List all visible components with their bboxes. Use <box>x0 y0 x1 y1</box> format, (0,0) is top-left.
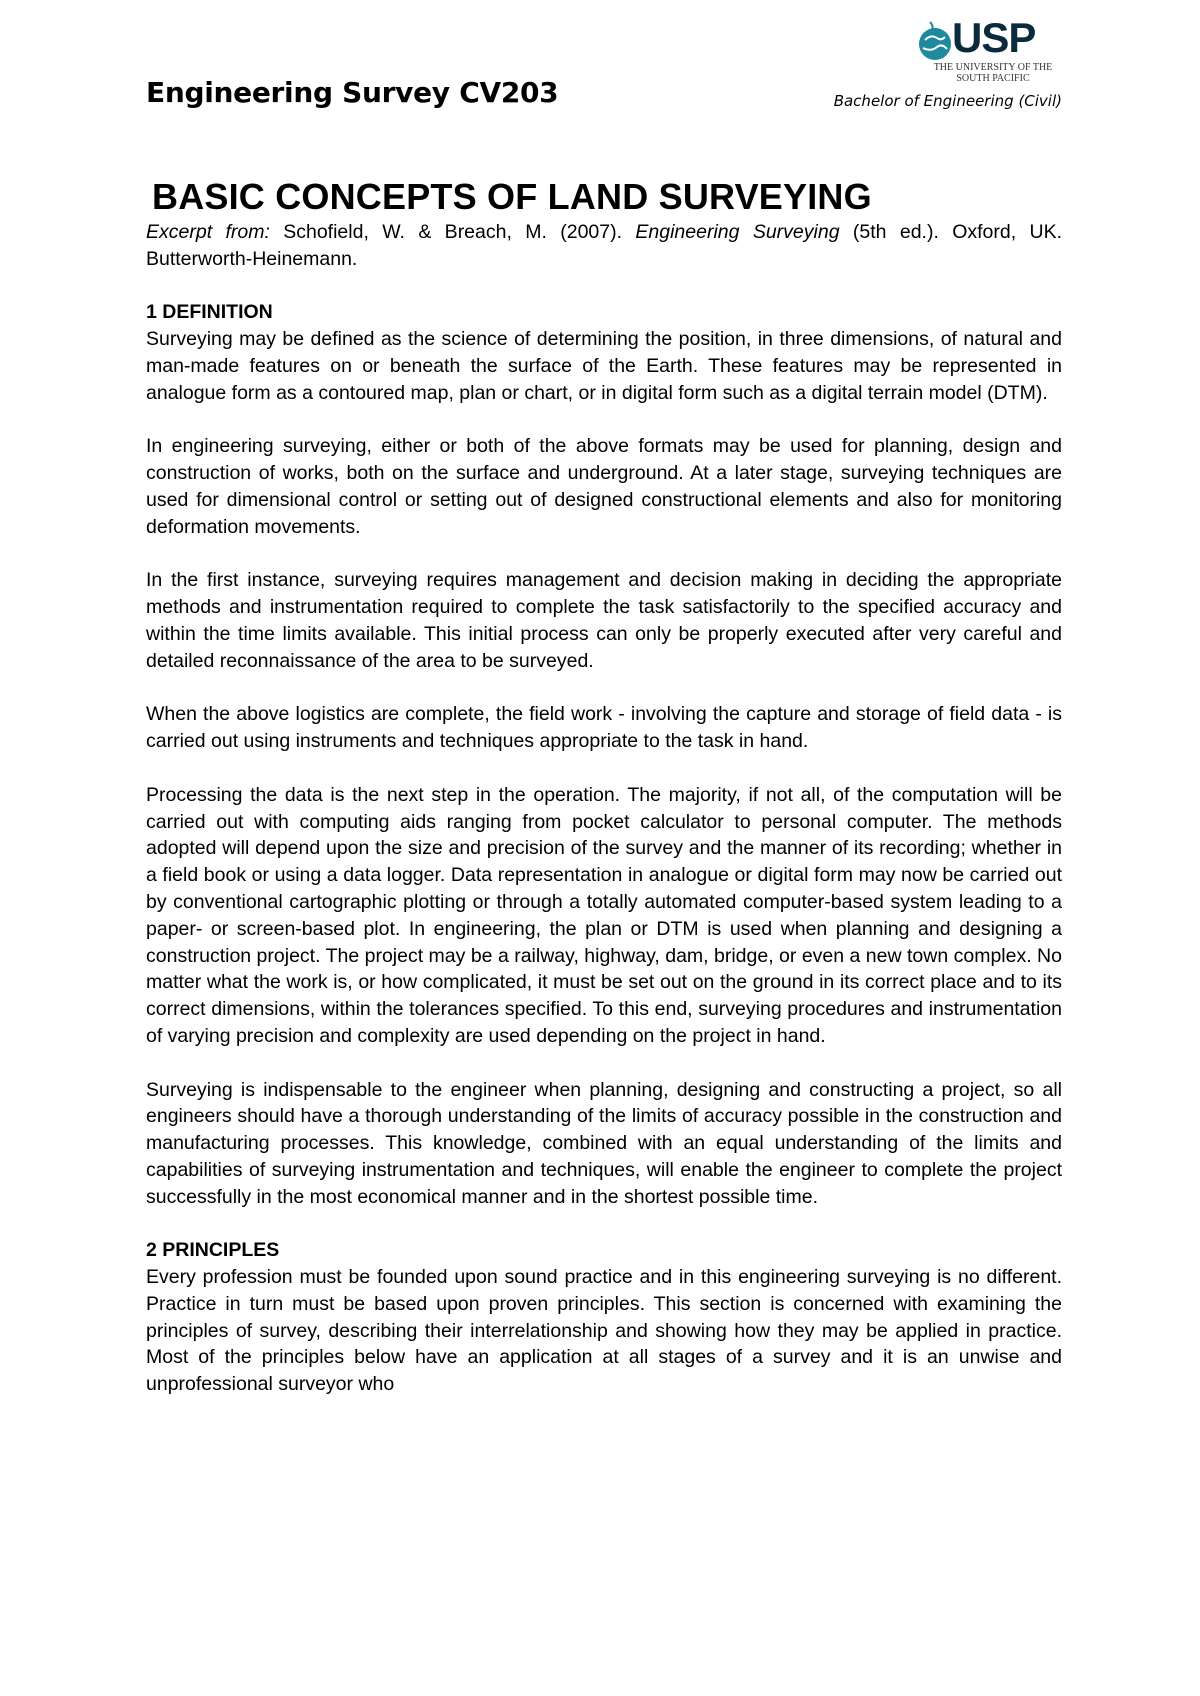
section-heading-definition: 1 DEFINITION <box>146 301 273 324</box>
logo-subtext: THE UNIVERSITY OF THE SOUTH PACIFIC <box>933 62 1053 84</box>
program-name: Bachelor of Engineering (Civil) <box>833 92 1062 110</box>
paragraph: Surveying may be defined as the science of determining the position, in three dimensions, of natural and man-made features on or beneath the surface of the Earth. These features may be represented in analogue form as a contoured map, plan or chart, or in digital form such as a digital terrain model (DTM). <box>146 328 1062 404</box>
citation-rest: (5th ed.). Oxford, UK. Butterworth-Heinemann. <box>146 221 1063 270</box>
document-title: BASIC CONCEPTS OF LAND SURVEYING <box>152 176 872 217</box>
paragraph: Processing the data is the next step in the operation. The majority, if not all, of the computation will be carried out with computing aids ranging from pocket calculator to personal computer. The methods adopted will depend upon the size and precision of the survey and the manner of its recording; whether in a field book or using a data logger. Data representation in analogue or digital form may now be carried out by conventional cartographic plotting or through a totally automated computer-based system leading to a paper- or screen-based plot. In engineering, the plan or DTM is used when planning and designing a construction project. The project may be a railway, highway, dam, bridge, or even a new town complex. No matter what the work is, or how complicated, it must be set out on the ground in its correct place and to its correct dimensions, within the tolerances specified. To this end, surveying procedures and instrumentation of varying precision and complexity are used depending on the project in hand. <box>146 783 1062 1047</box>
globe-icon <box>916 20 954 64</box>
document-body <box>146 219 1062 1398</box>
citation-authors: Schofield, W. & Breach, M. (2007). <box>269 221 636 243</box>
citation-prefix: Excerpt from: <box>146 221 270 243</box>
paragraph: Surveying is indispensable to the engineer when planning, designing and constructing a project, so all engineers should have a thorough understanding of the limits of accuracy possible in the construction and manufacturing processes. This knowledge, combined with an equal understanding of the limits and capabilities of surveying instrumentation and techniques, will enable the engineer to complete the project successfully in the most economical manner and in the shortest possible time. <box>146 1078 1062 1208</box>
paragraph: When the above logistics are complete, the field work - involving the capture and storage of field data - is carried out using instruments and techniques appropriate to the task in hand. <box>146 703 1062 753</box>
course-title: Engineering Survey CV203 <box>146 76 559 109</box>
usp-logo <box>912 14 1067 88</box>
citation-book: Engineering Surveying <box>635 221 840 243</box>
section-heading-principles: 2 PRINCIPLES <box>146 1239 280 1262</box>
citation <box>146 219 1062 273</box>
paragraph: In the first instance, surveying requires management and decision making in deciding the appropriate methods and instrumentation required to complete the task satisfactorily to the specified accuracy and within the time limits available. This initial process can only be properly executed after very careful and detailed reconnaissance of the area to be surveyed. <box>146 569 1062 672</box>
paragraph: Every profession must be founded upon sound practice and in this engineering surveying is no different. Practice in turn must be based upon proven principles. This section is concerned with examining the principles of survey, describing their interrelationship and showing how they may be applied in practice. Most of the principles below have an application at all stages of a survey and it is an unwise and unprofessional surveyor who <box>146 1266 1062 1396</box>
logo-text: USP <box>952 14 1036 61</box>
paragraph: In engineering surveying, either or both of the above formats may be used for planning, design and construction of works, both on the surface and underground. At a later stage, surveying techniques are used for dimensional control or setting out of designed constructional elements and also for monitoring deformation movements. <box>146 435 1062 538</box>
